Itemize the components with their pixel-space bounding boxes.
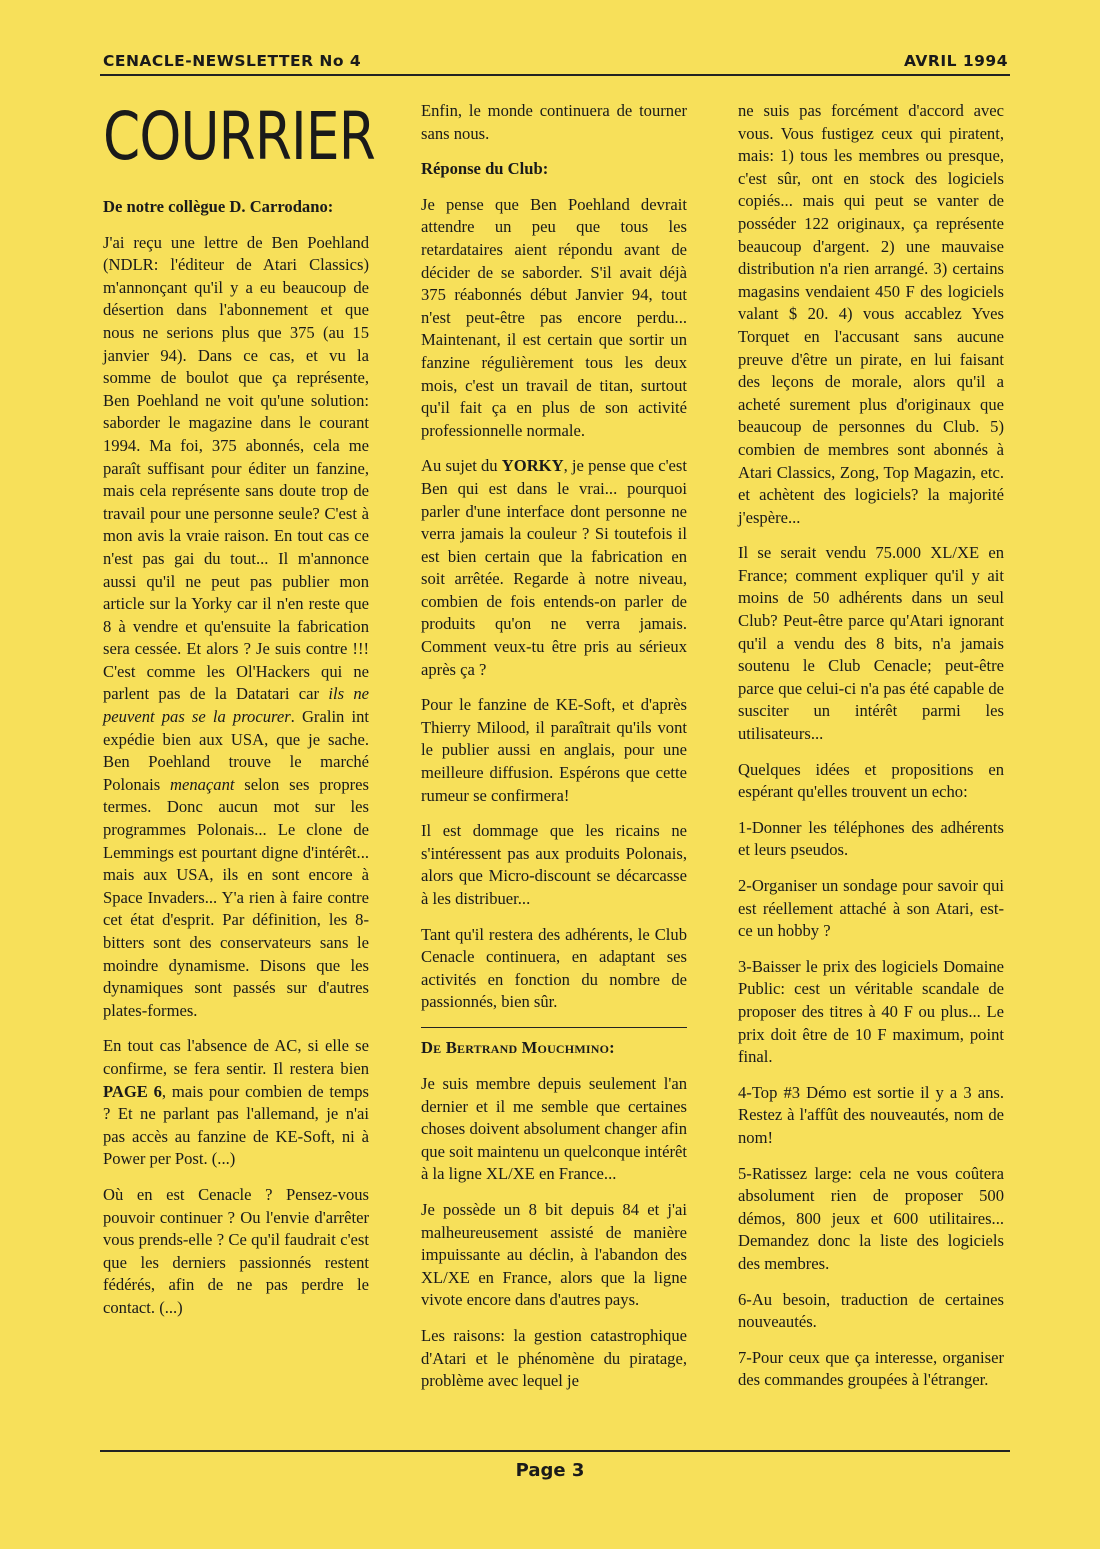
paragraph [103,232,369,1023]
list-item: 6-Au besoin, traduction de certaines nouveautés. [738,1289,1004,1332]
list-item: 3-Baisser le prix des logiciels Domaine Public: cest un véritable scandale de proposer des titres à 40 F ou plus... Le prix doit être de 10 F maximum, point final. [738,956,1004,1067]
text-run: , je pense que c'est Ben qui est dans le vrai... pourquoi parler d'une interface dont personne ne verra jamais la couleur ? Si toutefois il est bien certain que la fabrication en soit arrêtée. Regarde à notre niveau, combien de fois entends-on parler de produits qu'on ne verra jamais. Comment veux-tu être pris au sérieux après ça ? [421,456,687,679]
bold-text: PAGE 6 [103,1081,162,1101]
paragraph: Il est dommage que les ricains ne s'intéressent pas aux produits Polonais, alors que Micro-discount se décarcasse à les distribuer... [421,821,687,908]
bold-text: YORKY [501,456,564,476]
paragraph: Pour le fanzine de KE-Soft, et d'après Thierry Milood, il paraîtrait qu'ils vont le publier aussi en anglais, pour une meilleure diffusion. Espérons que cette rumeur se confirmera! [421,695,687,805]
section-divider [421,1027,687,1029]
text-run: En tout cas l'absence de AC, si elle se confirme, se fera sentir. Il restera bien [103,1036,369,1078]
footer-rule [100,1450,1010,1452]
publication-name: CENACLE-NEWSLETTER No 4 [103,52,362,70]
issue-date: AVRIL 1994 [903,52,1008,70]
text-run: Au sujet du [421,456,502,476]
paragraph: Je suis membre depuis seulement l'an dernier et il me semble que certaines choses doivent absolument changer afin que soit maintenu un quelconque intérêt à la ligne XL/XE en France... [421,1074,687,1184]
text-run: . Gralin int expédie bien aux USA, que je sache. Ben Poehland trouve le marché Polonais [103,707,369,794]
paragraph: Enfin, le monde continuera de tourner sans nous. [421,101,687,143]
paragraph: Où en est Cenacle ? Pensez-vous pouvoir continuer ? Ou l'envie d'arrêter vous prends-elle ? Ce qu'il faudrait c'est que les derniers passionnés restent fédérés, afin de ne pas perdre le contact. (...) [103,1184,369,1317]
list-item: 1-Donner les téléphones des adhérents et leurs pseudos. [738,817,1004,860]
list-item: 2-Organiser un sondage pour savoir qui est réellement attaché à son Atari, est-ce un hobby ? [738,876,1004,941]
list-item: 7-Pour ceux que ça interesse, organiser des commandes groupées à l'étranger. [738,1347,1004,1390]
paragraph: Tant qu'il restera des adhérents, le Club Cenacle continuera, en adaptant ses activités en fonction du nombre de passionnés, bien sûr. [421,924,687,1012]
list-item: 5-Ratissez large: cela ne vous coûtera absolument rien de proposer 500 démos, 800 jeux et 600 utilitaires... Demandez donc la liste des logiciels des membres. [738,1163,1004,1273]
column-2 [421,100,687,1406]
paragraph: Quelques idées et propositions en espérant qu'elles trouvent un echo: [738,759,1004,802]
text-run: , mais pour combien de temps ? Et ne parlant pas l'allemand, je n'ai pas accès au fanzine de KE-Soft, ni à Power per Post. (...) [103,1081,370,1169]
letter-subhead-carrodano: De notre collègue D. Carrodano: [103,197,334,216]
paragraph: Il se serait vendu 75.000 XL/XE en France; comment expliquer qu'il y ait moins de 50 adhérents dans un seul Club? Peut-être parce qu'Atari ignorant qu'il a vendu des 8 bits, n'a jamais soutenu le Club Cenacle; peut-être parce que celui-ci n'a pas été capable de susciter un intérêt parmi les utilisateurs... [738,543,1004,744]
column-1 [103,96,375,1333]
column-3 [738,100,1004,1405]
paragraph: Je possède un 8 bit depuis 84 et j'ai malheureusement assisté de manière impuissante au déclin, à l'abandon des XL/XE en France, alors que la ligne vivote encore dans d'autres pays. [421,1200,687,1310]
page-number: Page 3 [515,1460,585,1481]
letter-subhead-mouchmino: De Bertrand Mouchmino: [421,1038,615,1058]
club-reply-subhead: Réponse du Club: [421,159,549,179]
italic-text: menaçant [169,774,235,794]
text-run: selon ses propres termes. Donc aucun mot sur les programmes Polonais... Le clone de Lemmings est pourtant digne d'intérêt... mais aux USA, ils en sont encore à Space Invaders... Y'a rien à faire contre cet état d'esprit. Par définition, les 8-bitters sont des conservateurs sans le moindre dynamisme. Disons que les dynamiques sont passés sur d'autres plates-formes. [103,774,369,1020]
header-rule [100,74,1010,76]
text-run: J'ai reçu une lettre de Ben Poehland (NDLR: l'éditeur de Atari Classics) m'annonçant qu'il y a eu beaucoup de désertion dans l'abonnement et que nous ne serions plus que 375 (au 15 janvier 94). Dans ce cas, et vu la somme de boulot que ça représente, Ben Poehland ne voit qu'une solution: saborder le magazine dans le courant 1994. Ma foi, 375 abonnés, cela me paraît suffisant pour éditer un fanzine, mais cela représente sans doute trop de travail pour une personne seule? C'est à mon avis la vraie raison. En tout cas ce n'est pas gai du tout... Il m'annonce aussi qu'il ne peut pas publier mon article sur la Yorky car il n'en reste que 8 à vendre et qu'ensuite la fabrication sera cessée. Et alors ? Je suis contre !!! C'est comme les Ol'Hackers qui ne parlent pas de la Datatari car [103,232,369,704]
paragraph: Je pense que Ben Poehland devrait attendre un peu que tous les retardataires aient répondu avant de décider de se saborder. S'il avait déjà 375 réabonnés début Janvier 94, tout n'est peut-être pas encore perdu... Maintenant, il est certain que sortir un fanzine régulièrement tous les deux mois, c'est un travail de titan, surtout qu'il fait ça en plus de son activité professionnelle normale. [421,194,687,440]
paragraph: ne suis pas forcément d'accord avec vous. Vous fustigez ceux qui piratent, mais: 1) tous les membres ou presque, c'est sûr, ont en stock des logiciels copiés... mais qui peut se vanter de posséder 122 originaux, ça représente beaucoup d'argent. 2) une mauvaise distribution n'a rien arrangé. 3) certains magasins vendaient 450 F des logiciels valant $ 20. 4) vous accablez Yves Torquet en l'accusant sans aucune preuve d'être un pirate, en lui faisant des leçons de morale, alors qu'il a acheté surement plus d'originaux que beaucoup de personnes du Club. 5) combien de membres sont abonnés à Atari Classics, Zong, Top Magazin, etc. et achètent des logiciels? la majorité j'espère... [738,101,1004,527]
paragraph: Les raisons: la gestion catastrophique d'Atari et le phénomène du piratage, problème avec lequel je [421,1326,687,1391]
paragraph [421,455,687,681]
page-header [103,52,1008,74]
italic-text: ils ne peuvent pas se la procurer [103,684,369,727]
page-title: COURRIER [103,97,375,176]
paragraph [103,1035,369,1171]
list-item: 4-Top #3 Démo est sortie il y a 3 ans. Restez à l'affût des nouveautés, nom de nom! [738,1082,1004,1147]
